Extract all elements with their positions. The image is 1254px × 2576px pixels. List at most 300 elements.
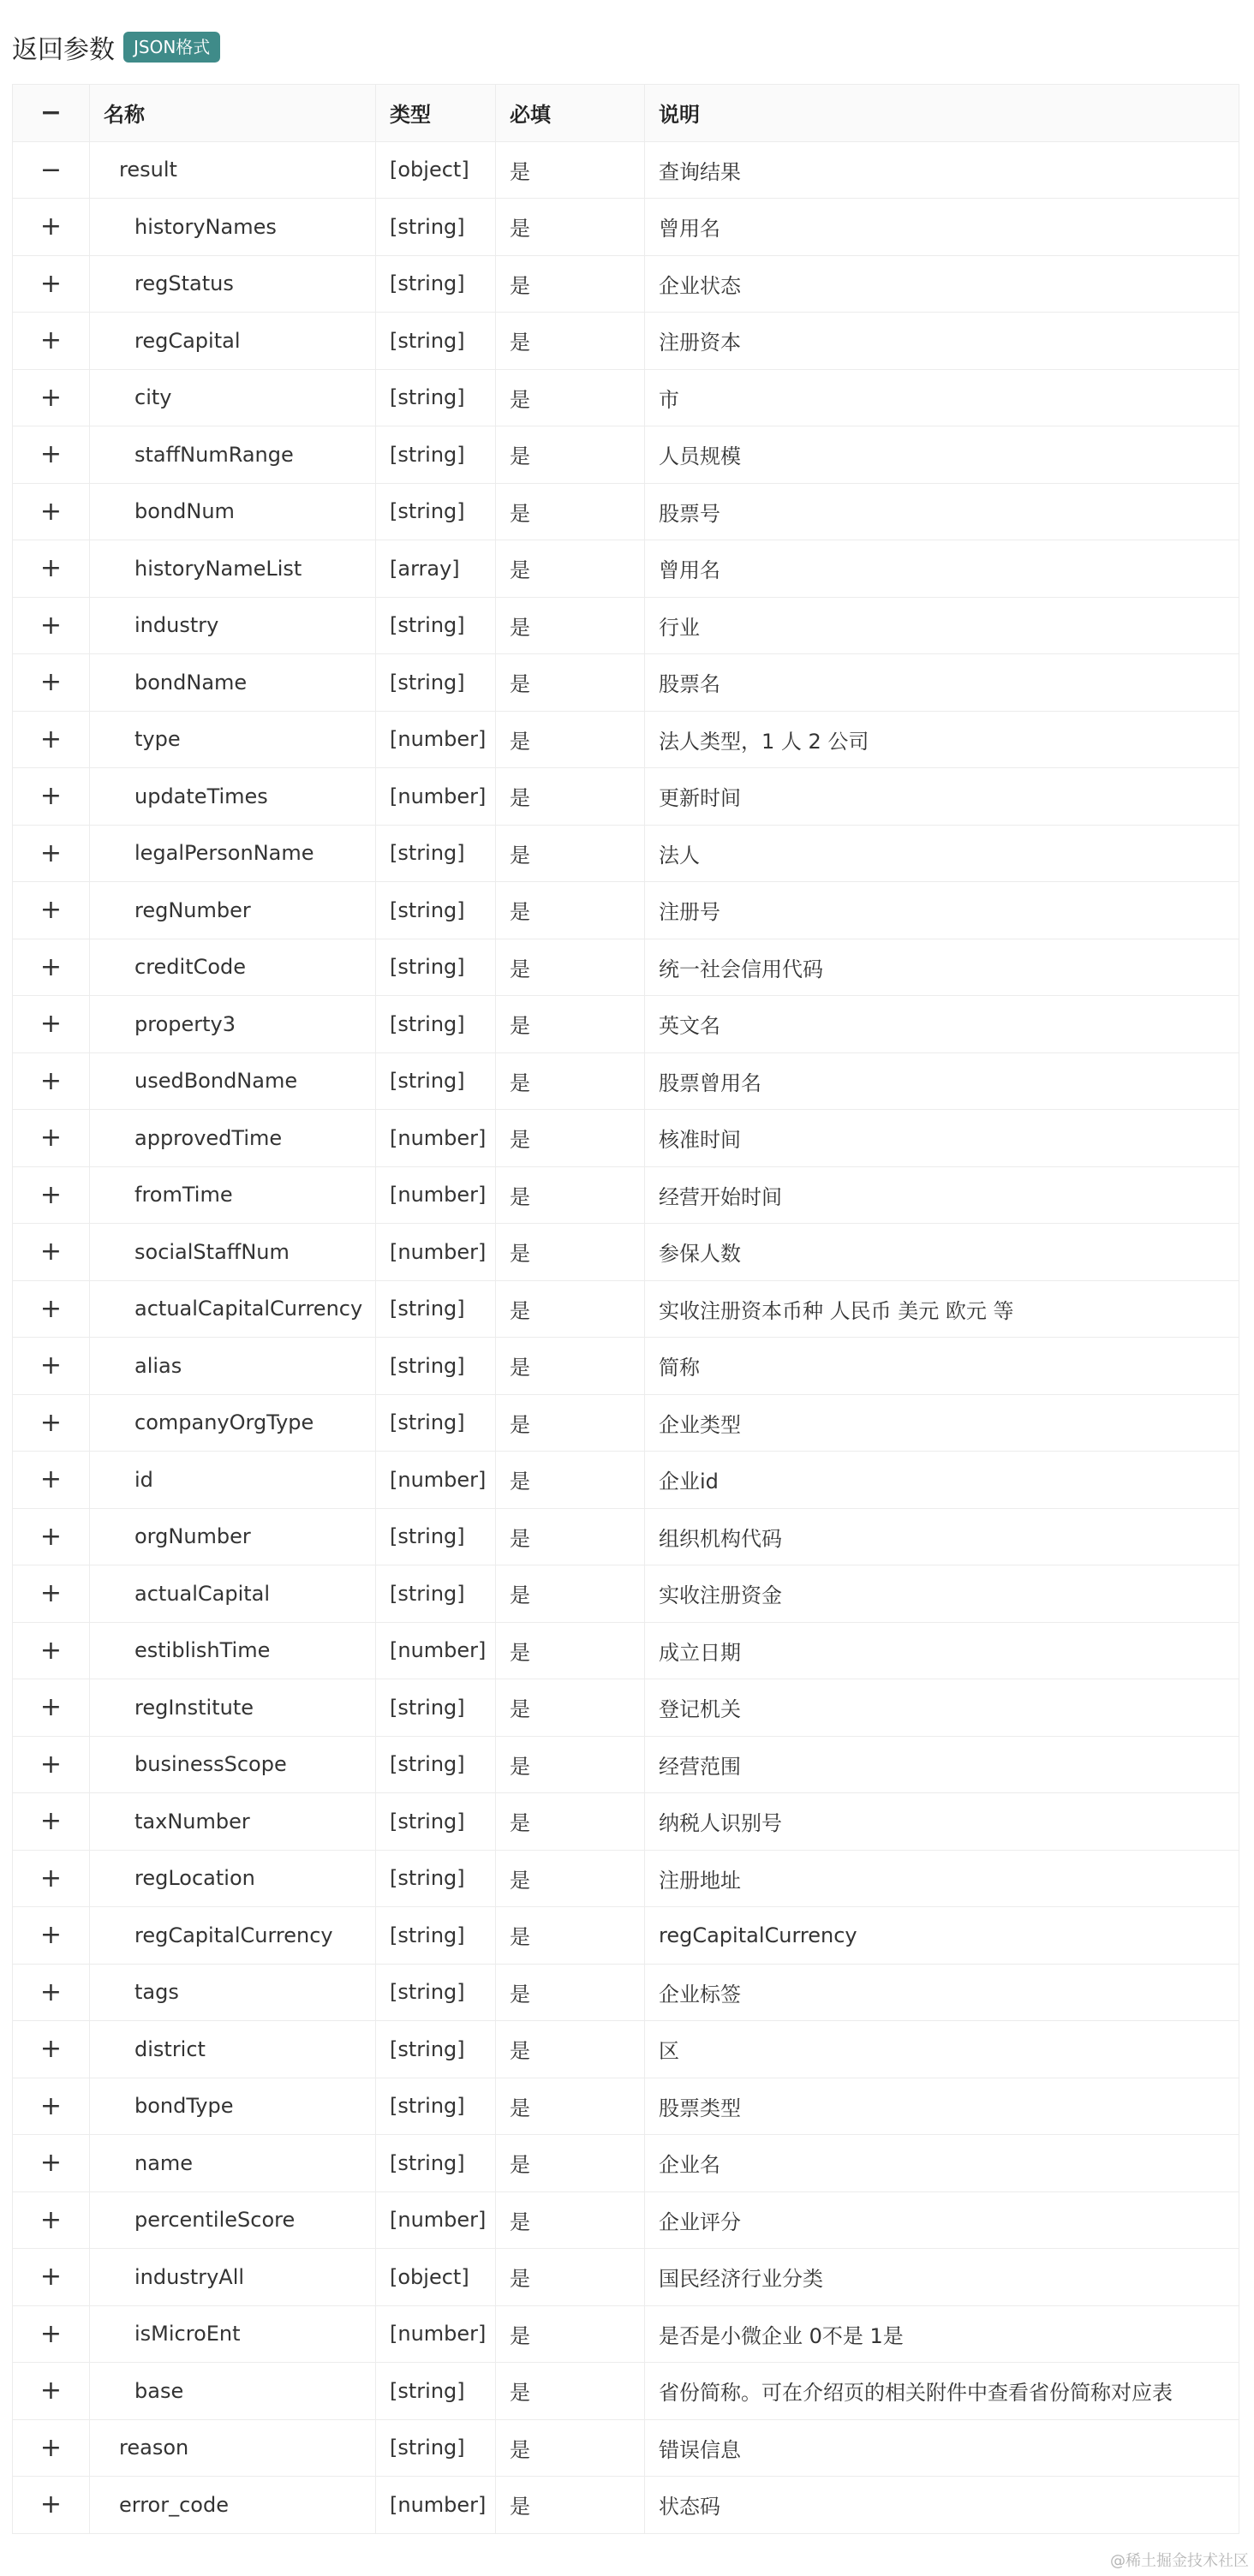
param-required: 是 — [496, 1338, 645, 1395]
param-name-text: alias — [134, 1353, 182, 1378]
param-name-text: orgNumber — [134, 1524, 251, 1549]
param-description: 参保人数 — [645, 1224, 1239, 1281]
param-name-text: regStatus — [134, 271, 234, 296]
param-type: [string] — [376, 1679, 496, 1737]
param-name-text: companyOrgType — [134, 1410, 314, 1435]
param-name — [90, 2191, 376, 2249]
param-description: 法人 — [645, 825, 1239, 882]
expand-icon[interactable]: + — [13, 1793, 90, 1851]
param-name-text: staffNumRange — [134, 442, 294, 467]
param-name — [90, 2305, 376, 2363]
param-description: 股票类型 — [645, 2078, 1239, 2135]
expand-icon[interactable]: + — [13, 2477, 90, 2534]
expand-icon[interactable]: + — [13, 1452, 90, 1509]
param-required: 是 — [496, 1052, 645, 1110]
table-row — [13, 141, 1239, 199]
param-type: [string] — [376, 1280, 496, 1338]
param-name-text: actualCapitalCurrency — [134, 1297, 363, 1321]
table-row — [13, 1565, 1239, 1623]
expand-icon[interactable]: + — [13, 2249, 90, 2306]
param-required: 是 — [496, 199, 645, 256]
param-type: [number] — [376, 1622, 496, 1679]
param-required: 是 — [496, 255, 645, 313]
param-name — [90, 2078, 376, 2135]
param-name — [90, 483, 376, 540]
table-row — [13, 2021, 1239, 2078]
param-name — [90, 1565, 376, 1623]
table-row — [13, 483, 1239, 540]
table-row — [13, 2477, 1239, 2534]
param-description: 英文名 — [645, 996, 1239, 1053]
param-description: 企业类型 — [645, 1394, 1239, 1452]
param-required: 是 — [496, 313, 645, 370]
param-required: 是 — [496, 1850, 645, 1907]
expand-icon[interactable]: + — [13, 1166, 90, 1224]
param-required: 是 — [496, 2191, 645, 2249]
param-required: 是 — [496, 1110, 645, 1167]
table-row — [13, 768, 1239, 826]
expand-icon[interactable]: + — [13, 1224, 90, 1281]
param-required: 是 — [496, 1166, 645, 1224]
param-name — [90, 255, 376, 313]
param-required: 是 — [496, 768, 645, 826]
param-description: 区 — [645, 2021, 1239, 2078]
param-name — [90, 1622, 376, 1679]
param-required: 是 — [496, 1224, 645, 1281]
param-description: 省份简称。可在介绍页的相关附件中查看省份简称对应表 — [645, 2363, 1239, 2420]
param-name — [90, 2363, 376, 2420]
expand-icon[interactable]: + — [13, 882, 90, 939]
param-description: 简称 — [645, 1338, 1239, 1395]
param-required: 是 — [496, 1394, 645, 1452]
expand-icon[interactable]: + — [13, 1565, 90, 1623]
watermark: @稀土掘金技术社区 — [1110, 2552, 1249, 2570]
param-type: [string] — [376, 939, 496, 996]
param-required: 是 — [496, 1793, 645, 1851]
param-required: 是 — [496, 1907, 645, 1965]
param-type: [object] — [376, 2249, 496, 2306]
param-name-text: base — [134, 2378, 184, 2403]
param-name-text: estiblishTime — [134, 1638, 271, 1663]
param-required: 是 — [496, 939, 645, 996]
param-name-text: tags — [134, 1980, 179, 2005]
param-description: 行业 — [645, 597, 1239, 654]
param-required: 是 — [496, 711, 645, 768]
param-name-text: businessScope — [134, 1752, 287, 1777]
param-name-text: creditCode — [134, 955, 247, 980]
param-description: 注册地址 — [645, 1850, 1239, 1907]
return-params-table — [12, 84, 1239, 2534]
param-name — [90, 1110, 376, 1167]
param-name-text: historyNameList — [134, 556, 302, 581]
param-name-text: result — [119, 158, 177, 182]
column-header-description: 说明 — [645, 85, 1239, 142]
expand-icon[interactable]: + — [13, 2191, 90, 2249]
param-required: 是 — [496, 483, 645, 540]
param-description: 注册号 — [645, 882, 1239, 939]
param-type: [string] — [376, 1907, 496, 1965]
param-name-text: city — [134, 385, 172, 410]
section-header — [12, 26, 220, 69]
column-header-type: 类型 — [376, 85, 496, 142]
param-description: 企业名 — [645, 2135, 1239, 2192]
param-description: 成立日期 — [645, 1622, 1239, 1679]
param-required: 是 — [496, 1679, 645, 1737]
param-name-text: district — [134, 2036, 206, 2061]
table-row — [13, 711, 1239, 768]
param-name-text: bondType — [134, 2094, 234, 2119]
param-name — [90, 1964, 376, 2021]
table-row — [13, 1736, 1239, 1793]
param-description: 法人类型，1 人 2 公司 — [645, 711, 1239, 768]
param-description: 曾用名 — [645, 540, 1239, 598]
expand-icon[interactable]: + — [13, 768, 90, 826]
param-name — [90, 1224, 376, 1281]
param-type: [string] — [376, 597, 496, 654]
param-name-text: taxNumber — [134, 1809, 250, 1834]
param-type: [string] — [376, 2135, 496, 2192]
param-type: [string] — [376, 2363, 496, 2420]
param-required: 是 — [496, 2477, 645, 2534]
param-name-text: name — [134, 2150, 194, 2175]
expand-icon[interactable]: + — [13, 1052, 90, 1110]
expand-icon[interactable]: + — [13, 1679, 90, 1737]
param-name — [90, 996, 376, 1053]
expand-icon[interactable]: + — [13, 199, 90, 256]
param-name — [90, 768, 376, 826]
param-name — [90, 1166, 376, 1224]
param-name — [90, 199, 376, 256]
param-name — [90, 1736, 376, 1793]
param-name — [90, 540, 376, 598]
param-required: 是 — [496, 597, 645, 654]
param-type: [string] — [376, 369, 496, 426]
param-name — [90, 882, 376, 939]
param-description: 是否是小微企业 0不是 1是 — [645, 2305, 1239, 2363]
expand-icon[interactable]: + — [13, 1736, 90, 1793]
param-name — [90, 426, 376, 484]
param-type: [string] — [376, 1394, 496, 1452]
param-description: 股票曾用名 — [645, 1052, 1239, 1110]
param-type: [string] — [376, 2078, 496, 2135]
param-description: 实收注册资本币种 人民币 美元 欧元 等 — [645, 1280, 1239, 1338]
param-name — [90, 313, 376, 370]
param-name — [90, 2135, 376, 2192]
collapse-all-icon[interactable]: − — [13, 85, 90, 142]
param-name — [90, 939, 376, 996]
param-name — [90, 369, 376, 426]
param-name-text: percentileScore — [134, 2208, 296, 2233]
table-row — [13, 1224, 1239, 1281]
param-required: 是 — [496, 882, 645, 939]
table-header — [13, 85, 1239, 142]
param-description: 纳税人识别号 — [645, 1793, 1239, 1851]
param-required: 是 — [496, 2021, 645, 2078]
param-type: [string] — [376, 1850, 496, 1907]
param-required: 是 — [496, 654, 645, 712]
expand-icon[interactable]: + — [13, 1622, 90, 1679]
param-description: 企业标签 — [645, 1964, 1239, 2021]
expand-icon[interactable]: + — [13, 2305, 90, 2363]
param-name-text: regCapital — [134, 328, 241, 353]
expand-icon[interactable]: + — [13, 654, 90, 712]
param-name — [90, 1907, 376, 1965]
table-row — [13, 1110, 1239, 1167]
param-required: 是 — [496, 2305, 645, 2363]
expand-icon[interactable]: + — [13, 996, 90, 1053]
param-name — [90, 1280, 376, 1338]
expand-icon[interactable]: + — [13, 711, 90, 768]
table-row — [13, 1280, 1239, 1338]
param-description: 状态码 — [645, 2477, 1239, 2534]
param-name-text: isMicroEnt — [134, 2322, 241, 2346]
param-required: 是 — [496, 1736, 645, 1793]
expand-icon[interactable]: + — [13, 2419, 90, 2477]
param-description: 股票号 — [645, 483, 1239, 540]
param-type: [string] — [376, 199, 496, 256]
param-required: 是 — [496, 2135, 645, 2192]
param-name-text: bondName — [134, 670, 248, 695]
param-type: [string] — [376, 1052, 496, 1110]
expand-icon[interactable]: + — [13, 1850, 90, 1907]
param-name-text: legalPersonName — [134, 841, 314, 866]
param-name — [90, 1508, 376, 1565]
expand-icon[interactable]: + — [13, 426, 90, 484]
table-row — [13, 1850, 1239, 1907]
param-description: 组织机构代码 — [645, 1508, 1239, 1565]
param-name-text: industryAll — [134, 2264, 245, 2289]
param-type: [string] — [376, 313, 496, 370]
param-type: [string] — [376, 882, 496, 939]
param-type: [string] — [376, 2419, 496, 2477]
table-row — [13, 1622, 1239, 1679]
param-name — [90, 2021, 376, 2078]
param-type: [string] — [376, 1736, 496, 1793]
param-name-text: industry — [134, 613, 219, 638]
param-name-text: approvedTime — [134, 1125, 283, 1150]
expand-icon[interactable]: + — [13, 597, 90, 654]
param-type: [string] — [376, 1508, 496, 1565]
table-row — [13, 255, 1239, 313]
param-description: 实收注册资金 — [645, 1565, 1239, 1623]
param-name — [90, 1338, 376, 1395]
param-required: 是 — [496, 1622, 645, 1679]
expand-icon[interactable]: + — [13, 2078, 90, 2135]
param-type: [object] — [376, 141, 496, 199]
param-description: 注册资本 — [645, 313, 1239, 370]
param-name-text: regInstitute — [134, 1695, 254, 1720]
param-type: [string] — [376, 996, 496, 1053]
collapse-icon[interactable]: − — [13, 141, 90, 199]
table-row — [13, 369, 1239, 426]
json-format-badge: JSON格式 — [123, 32, 220, 63]
param-description: 国民经济行业分类 — [645, 2249, 1239, 2306]
param-type: [array] — [376, 540, 496, 598]
param-type: [string] — [376, 1565, 496, 1623]
table-row — [13, 2419, 1239, 2477]
param-required: 是 — [496, 369, 645, 426]
table-row — [13, 1907, 1239, 1965]
param-required: 是 — [496, 2078, 645, 2135]
param-type: [number] — [376, 711, 496, 768]
table-body — [13, 141, 1239, 2533]
table-row — [13, 996, 1239, 1053]
param-description: 统一社会信用代码 — [645, 939, 1239, 996]
param-type: [string] — [376, 426, 496, 484]
param-name-text: regNumber — [134, 897, 251, 922]
param-name-text: regCapitalCurrency — [134, 1923, 333, 1947]
param-name-text: error_code — [119, 2492, 229, 2517]
table-row — [13, 825, 1239, 882]
param-required: 是 — [496, 825, 645, 882]
param-name-text: updateTimes — [134, 784, 268, 808]
param-type: [string] — [376, 2021, 496, 2078]
param-name-text: actualCapital — [134, 1581, 271, 1606]
param-name — [90, 597, 376, 654]
table-row — [13, 2363, 1239, 2420]
param-name-text: historyNames — [134, 214, 277, 239]
param-type: [number] — [376, 2477, 496, 2534]
param-required: 是 — [496, 141, 645, 199]
table-row — [13, 1338, 1239, 1395]
param-required: 是 — [496, 1565, 645, 1623]
param-description: 更新时间 — [645, 768, 1239, 826]
table-row — [13, 2305, 1239, 2363]
param-name-text: property3 — [134, 1011, 236, 1036]
param-type: [string] — [376, 1338, 496, 1395]
expand-icon[interactable]: + — [13, 540, 90, 598]
table-row — [13, 2135, 1239, 2192]
expand-icon[interactable]: + — [13, 825, 90, 882]
param-description: 经营范围 — [645, 1736, 1239, 1793]
table-row — [13, 540, 1239, 598]
expand-icon[interactable]: + — [13, 1338, 90, 1395]
param-type: [number] — [376, 1224, 496, 1281]
table-row — [13, 2249, 1239, 2306]
column-header-name: 名称 — [90, 85, 376, 142]
expand-icon[interactable]: + — [13, 313, 90, 370]
param-required: 是 — [496, 1508, 645, 1565]
expand-icon[interactable]: + — [13, 1280, 90, 1338]
param-name — [90, 711, 376, 768]
param-name-text: socialStaffNum — [134, 1239, 290, 1264]
param-description: 曾用名 — [645, 199, 1239, 256]
section-title: 返回参数 — [12, 35, 115, 65]
table-row — [13, 199, 1239, 256]
table-row — [13, 939, 1239, 996]
param-required: 是 — [496, 2363, 645, 2420]
expand-icon[interactable]: + — [13, 255, 90, 313]
table-row — [13, 1052, 1239, 1110]
param-name-text: id — [134, 1467, 153, 1492]
table-row — [13, 654, 1239, 712]
param-name — [90, 141, 376, 199]
expand-icon[interactable]: + — [13, 939, 90, 996]
param-type: [string] — [376, 483, 496, 540]
param-description: regCapitalCurrency — [645, 1907, 1239, 1965]
param-name — [90, 654, 376, 712]
param-description: 市 — [645, 369, 1239, 426]
param-required: 是 — [496, 1452, 645, 1509]
param-description: 登记机关 — [645, 1679, 1239, 1737]
expand-icon[interactable]: + — [13, 1964, 90, 2021]
table-row — [13, 1964, 1239, 2021]
param-required: 是 — [496, 2419, 645, 2477]
param-name-text: reason — [119, 2436, 189, 2460]
param-required: 是 — [496, 1964, 645, 2021]
param-required: 是 — [496, 2249, 645, 2306]
expand-icon[interactable]: + — [13, 2363, 90, 2420]
table-row — [13, 597, 1239, 654]
param-name — [90, 2249, 376, 2306]
expand-icon[interactable]: + — [13, 1110, 90, 1167]
param-name-text: fromTime — [134, 1183, 233, 1208]
param-required: 是 — [496, 1280, 645, 1338]
expand-icon[interactable]: + — [13, 2021, 90, 2078]
param-name — [90, 1793, 376, 1851]
param-name — [90, 1394, 376, 1452]
expand-icon[interactable]: + — [13, 1508, 90, 1565]
param-type: [number] — [376, 2305, 496, 2363]
param-type: [number] — [376, 1110, 496, 1167]
param-type: [number] — [376, 1452, 496, 1509]
param-description: 企业评分 — [645, 2191, 1239, 2249]
table-row — [13, 1452, 1239, 1509]
param-description: 企业id — [645, 1452, 1239, 1509]
param-name-text: usedBondName — [134, 1069, 298, 1094]
expand-icon[interactable]: + — [13, 1394, 90, 1452]
param-type: [number] — [376, 1166, 496, 1224]
param-name-text: regLocation — [134, 1866, 255, 1891]
table-row — [13, 1793, 1239, 1851]
expand-icon[interactable]: + — [13, 1907, 90, 1965]
table-row — [13, 1679, 1239, 1737]
table-row — [13, 1508, 1239, 1565]
param-name — [90, 1452, 376, 1509]
table-row — [13, 1394, 1239, 1452]
param-type: [string] — [376, 825, 496, 882]
param-type: [string] — [376, 255, 496, 313]
param-required: 是 — [496, 426, 645, 484]
param-type: [number] — [376, 2191, 496, 2249]
param-description: 查询结果 — [645, 141, 1239, 199]
param-description: 经营开始时间 — [645, 1166, 1239, 1224]
expand-icon[interactable]: + — [13, 483, 90, 540]
param-type: [string] — [376, 1793, 496, 1851]
table-row — [13, 2078, 1239, 2135]
param-type: [number] — [376, 768, 496, 826]
expand-icon[interactable]: + — [13, 2135, 90, 2192]
param-required: 是 — [496, 540, 645, 598]
table-row — [13, 2191, 1239, 2249]
param-name — [90, 2477, 376, 2534]
param-type: [string] — [376, 1964, 496, 2021]
param-required: 是 — [496, 996, 645, 1053]
table-row — [13, 426, 1239, 484]
expand-icon[interactable]: + — [13, 369, 90, 426]
param-description: 错误信息 — [645, 2419, 1239, 2477]
param-name-text: type — [134, 727, 181, 752]
table-header-row — [13, 85, 1239, 142]
table-row — [13, 313, 1239, 370]
param-description: 企业状态 — [645, 255, 1239, 313]
param-name — [90, 825, 376, 882]
param-description: 核准时间 — [645, 1110, 1239, 1167]
param-type: [string] — [376, 654, 496, 712]
param-name — [90, 1679, 376, 1737]
table-row — [13, 1166, 1239, 1224]
param-name-text: bondNum — [134, 499, 235, 524]
